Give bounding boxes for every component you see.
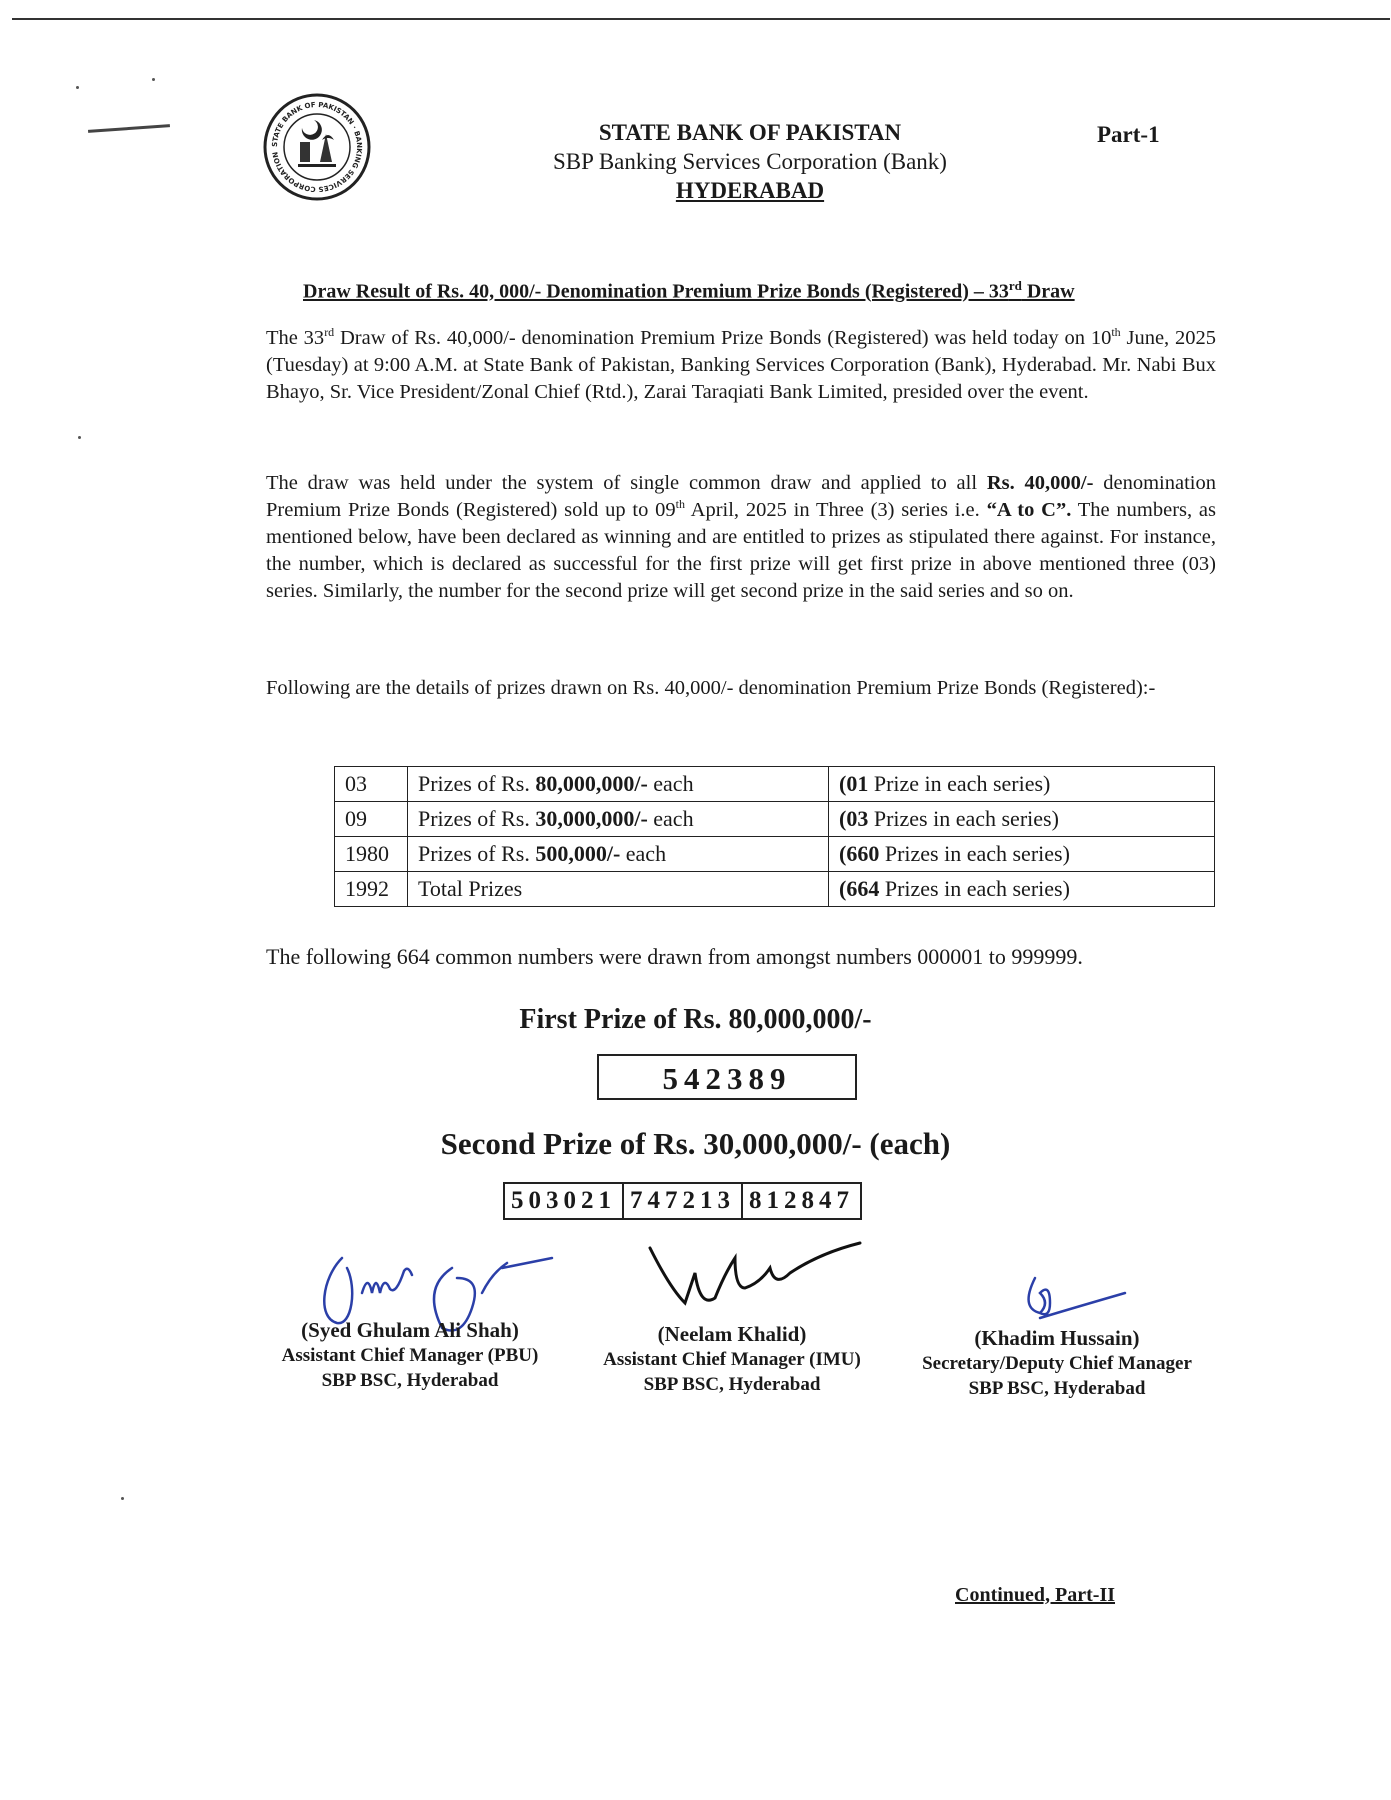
- signature-2: [645, 1228, 875, 1318]
- scan-speck: [76, 86, 79, 89]
- second-prize-number: 812847: [741, 1182, 862, 1220]
- table-row: 1980 Prizes of Rs. 500,000/- each (660 Prizes in each series): [335, 837, 1215, 872]
- signatory-designation: Assistant Chief Manager (PBU): [281, 1345, 539, 1366]
- sub-org-name: SBP Banking Services Corporation (Bank): [553, 149, 947, 174]
- second-prize-number: 503021: [503, 1182, 624, 1220]
- first-prize-title: First Prize of Rs. 80,000,000/-: [519, 1004, 872, 1035]
- prize-table: [334, 766, 1215, 907]
- margin-mark: [88, 124, 170, 133]
- document-header: [450, 118, 1050, 205]
- signatory-designation: Secretary/Deputy Chief Manager: [922, 1353, 1192, 1374]
- table-row: 03 Prizes of Rs. 80,000,000/- each (01 Prize in each series): [335, 767, 1215, 802]
- signatory-office: SBP BSC, Hyderabad: [968, 1378, 1146, 1399]
- sbp-seal-logo: [262, 92, 372, 202]
- signatory-block: [255, 1318, 565, 1393]
- signatory-block: [897, 1326, 1217, 1401]
- scan-speck: [78, 436, 81, 439]
- second-prize-numbers: [505, 1182, 862, 1220]
- signatory-office: SBP BSC, Hyderabad: [643, 1374, 821, 1395]
- document-title: Draw Result of Rs. 40, 000/- Denomination Premium Prize Bonds (Registered) – 33rd Draw: [303, 278, 1075, 303]
- signatory-name: (Khadim Hussain): [974, 1326, 1140, 1350]
- common-numbers-statement: The following 664 common numbers were drawn from amongst numbers 000001 to 999999.: [266, 944, 1083, 969]
- paragraph-draw-system: The draw was held under the system of single common draw and applied to all Rs. 40,000/- denomination Premium Prize Bonds (Registered) sold up to 09th April, 2025 in Three (3) series i.e. “A to C”. The numbers, as mentioned below, have been declared as winning and are entitled to prizes as stipulated there against. For instance, the number, which is declared as successful for the first prize will get first prize in above mentioned three (03) series. Similarly, the number for the second prize will get second prize in the said series and so on.: [266, 472, 1217, 602]
- paragraph-prize-details-intro: Following are the details of prizes drawn on Rs. 40,000/- denomination Premium Prize Bonds (Registered):-: [266, 677, 1156, 699]
- part-label: Part-1: [1097, 122, 1160, 147]
- signatory-office: SBP BSC, Hyderabad: [321, 1370, 499, 1391]
- scan-speck: [152, 78, 155, 81]
- signatory-name: (Syed Ghulam Ali Shah): [301, 1318, 519, 1342]
- table-row: 1992 Total Prizes (664 Prizes in each series): [335, 872, 1215, 907]
- org-name: STATE BANK OF PAKISTAN: [598, 120, 902, 145]
- signatory-block: [582, 1322, 882, 1397]
- scan-speck: [121, 1497, 124, 1500]
- signatory-designation: Assistant Chief Manager (IMU): [603, 1349, 861, 1370]
- paragraph-draw-details: The 33rd Draw of Rs. 40,000/- denomination Premium Prize Bonds (Registered) was held today on 10th June, 2025 (Tuesday) at 9:00 A.M. at State Bank of Pakistan, Banking Services Corporation (Bank), Hyderabad. Mr. Nabi Bux Bhayo, Sr. Vice President/Zonal Chief (Rtd.), Zarai Taraqiati Bank Limited, presided over the event.: [266, 325, 1217, 403]
- first-prize-number: 542389: [597, 1054, 857, 1100]
- svg-text:STATE BANK OF PAKISTAN · BANKI: STATE BANK OF PAKISTAN · BANKING SERVICES CORPORATION: [270, 100, 364, 194]
- second-prize-number: 747213: [622, 1182, 743, 1220]
- continued-note: Continued, Part-II: [955, 1584, 1116, 1606]
- top-rule: [12, 18, 1390, 20]
- second-prize-title: Second Prize of Rs. 30,000,000/- (each): [440, 1126, 951, 1161]
- signatory-name: (Neelam Khalid): [657, 1322, 807, 1346]
- table-row: 09 Prizes of Rs. 30,000,000/- each (03 Prizes in each series): [335, 802, 1215, 837]
- city-name: HYDERABAD: [675, 178, 825, 203]
